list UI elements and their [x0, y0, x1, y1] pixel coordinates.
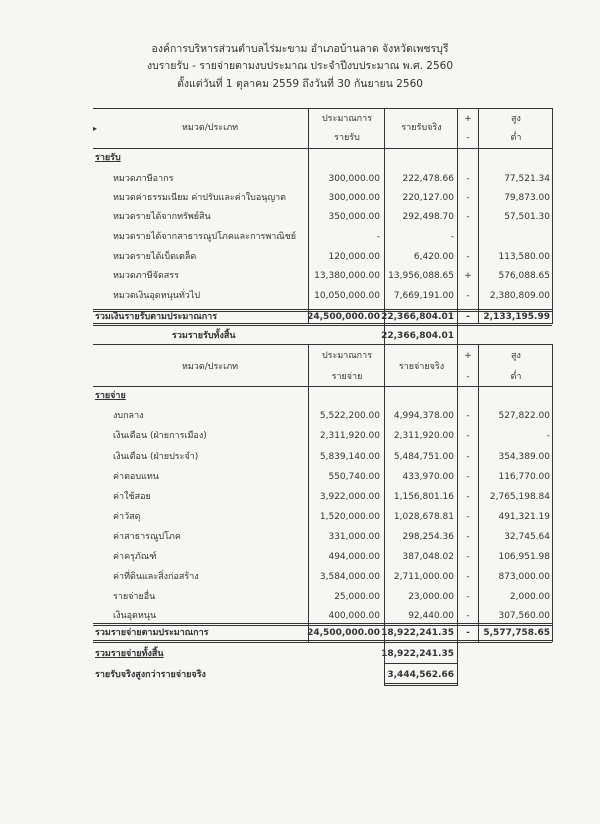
income-row-diff: 2,380,809.00 — [489, 291, 550, 301]
income-row-sign: - — [466, 212, 470, 222]
expense-grand-bottom-border — [384, 663, 457, 664]
income-total-actual: 22,366,804.01 — [381, 312, 454, 322]
expense-grand-actual: 18,922,241.35 — [381, 649, 454, 659]
expense-row-budget: 2,311,920.00 — [319, 431, 380, 441]
expense-total-sign: - — [466, 628, 470, 638]
expense-row-sign: - — [466, 431, 470, 441]
expense-header-minus: - — [466, 372, 470, 382]
income-grand-actual: 22,366,804.01 — [381, 331, 454, 341]
expense-row-name: ค่าวัสดุ — [113, 512, 141, 522]
income-header-bottom-border — [93, 148, 552, 149]
expense-row-name: เงินเดือน (ฝ่ายประจำ) — [113, 452, 199, 462]
expense-total-label: รวมรายจ่ายตามประมาณการ — [95, 628, 209, 638]
expense-row-sign: - — [466, 552, 470, 562]
expense-row-budget: 1,520,000.00 — [319, 512, 380, 522]
expense-row-actual: 1,028,678.81 — [393, 512, 454, 522]
income-header-high: สูง — [511, 114, 521, 124]
income-total-sign: - — [466, 312, 470, 322]
expense-total-top-border — [93, 623, 552, 626]
expense-row-actual: 23,000.00 — [408, 592, 454, 602]
expense-row-diff: 106,951.98 — [498, 552, 550, 562]
income-row-name: หมวดภาษีอากร — [113, 174, 174, 184]
expense-row-diff: 873,000.00 — [498, 572, 550, 582]
expense-row-name: ค่าที่ดินและสิ่งก่อสร้าง — [113, 572, 199, 582]
income-header-category: หมวด/ประเภท — [181, 123, 239, 133]
expense-row-sign: - — [466, 532, 470, 542]
income-row-actual: 13,956,088.65 — [388, 271, 454, 281]
expense-row-sign: - — [466, 452, 470, 462]
expense-row-actual: 2,311,920.00 — [393, 431, 454, 441]
expense-total-budget: 24,500,000.00 — [307, 628, 380, 638]
expense-row-name: เงินอุดหนุน — [113, 611, 157, 621]
income-row-budget: 120,000.00 — [328, 252, 380, 262]
income-row-budget: 300,000.00 — [328, 193, 380, 203]
expense-row-sign: - — [466, 492, 470, 502]
income-row-diff: 77,521.34 — [504, 174, 550, 184]
expense-row-diff: 32,745.64 — [504, 532, 550, 542]
income-row-name: หมวดค่าธรรมเนียม ค่าปรับและค่าใบอนุญาต — [113, 193, 287, 203]
expense-row-actual: 298,254.36 — [402, 532, 454, 542]
expense-row-budget: 3,584,000.00 — [319, 572, 380, 582]
expense-row-budget: 5,522,200.00 — [319, 411, 380, 421]
expense-row-budget: 5,839,140.00 — [319, 452, 380, 462]
expense-row-sign: - — [466, 411, 470, 421]
surplus-value: 3,444,562.66 — [387, 670, 454, 680]
expense-row-diff: 527,822.00 — [498, 411, 550, 421]
expense-row-sign: - — [466, 472, 470, 482]
income-row-sign: - — [466, 174, 470, 184]
expense-row-actual: 92,440.00 — [408, 611, 454, 621]
income-row-actual: - — [450, 232, 454, 242]
income-row-budget: 10,050,000.00 — [314, 291, 380, 301]
income-header-low: ต่ำ — [510, 133, 522, 143]
expense-row-sign: - — [466, 512, 470, 522]
expense-row-name: ค่าตอบแทน — [113, 472, 159, 482]
expense-total-bottom-border — [93, 640, 552, 643]
expense-row-diff: 354,389.00 — [498, 452, 550, 462]
income-table-top-border — [93, 108, 552, 109]
expense-row-budget: 494,000.00 — [328, 552, 380, 562]
income-row-sign: - — [466, 252, 470, 262]
expense-row-actual: 4,994,378.00 — [393, 411, 454, 421]
income-row-diff: 79,873.00 — [504, 193, 550, 203]
income-header-actual: รายรับจริง — [401, 123, 442, 133]
income-header-budget-sub: รายรับ — [334, 133, 360, 143]
surplus-bottom-border — [384, 683, 457, 686]
expense-row-budget: 400,000.00 — [328, 611, 380, 621]
expense-header-bottom-border — [93, 386, 552, 387]
income-row-budget: 13,380,000.00 — [314, 271, 380, 281]
tick-mark: ▸ — [93, 124, 98, 133]
expense-row-diff: 307,560.00 — [498, 611, 550, 621]
expense-row-diff: 2,765,198.84 — [489, 492, 550, 502]
income-total-label: รวมเงินรายรับตามประมาณการ — [95, 312, 218, 322]
expense-row-budget: 331,000.00 — [328, 532, 380, 542]
income-header-budget: ประมาณการ — [321, 114, 373, 124]
income-total-diff: 2,133,195.99 — [483, 312, 550, 322]
income-row-budget: 350,000.00 — [328, 212, 380, 222]
income-row-name: หมวดรายได้เบ็ดเตล็ด — [113, 252, 197, 262]
income-header-plus: + — [464, 114, 472, 124]
income-col-divider-2 — [384, 108, 385, 344]
expense-row-budget: 550,740.00 — [328, 472, 380, 482]
income-row-sign: + — [464, 271, 472, 281]
expense-table-top-border — [93, 344, 552, 345]
expense-header-plus: + — [464, 351, 472, 361]
income-row-actual: 220,127.00 — [402, 193, 454, 203]
income-col-divider-5 — [552, 108, 553, 324]
income-row-name: หมวดรายได้จากทรัพย์สิน — [113, 212, 211, 222]
report-title: งบรายรับ - รายจ่ายตามงบประมาณ ประจำปีงบประมาณ พ.ศ. 2560 — [146, 60, 454, 72]
expense-row-name: รายจ่ายอื่น — [113, 592, 156, 602]
expense-row-actual: 433,970.00 — [402, 472, 454, 482]
expense-total-diff: 5,577,758.65 — [483, 628, 550, 638]
expense-row-name: ค่าใช้สอย — [113, 492, 151, 502]
income-row-sign: - — [466, 291, 470, 301]
income-row-name: หมวดภาษีจัดสรร — [113, 271, 179, 281]
income-row-actual: 7,669,191.00 — [393, 291, 454, 301]
expense-row-actual: 5,484,751.00 — [393, 452, 454, 462]
expense-row-name: เงินเดือน (ฝ่ายการเมือง) — [113, 431, 207, 441]
surplus-label: รายรับจริงสูงกว่ารายจ่ายจริง — [95, 670, 206, 680]
income-row-actual: 292,498.70 — [402, 212, 454, 222]
expense-row-sign: - — [466, 572, 470, 582]
income-row-actual: 6,420.00 — [413, 252, 454, 262]
income-row-sign: - — [466, 193, 470, 203]
expense-grand-label: รวมรายจ่ายทั้งสิ้น — [95, 649, 164, 659]
income-total-bottom-border — [93, 323, 552, 326]
income-grand-label: รวมรายรับทั้งสิ้น — [172, 331, 236, 341]
income-row-name: หมวดเงินอุดหนุนทั่วไป — [113, 291, 201, 301]
expense-header-actual: รายจ่ายจริง — [398, 362, 445, 372]
expense-header-high: สูง — [511, 351, 521, 361]
expense-header-budget-sub: รายจ่าย — [331, 372, 363, 382]
expense-row-name: งบกลาง — [113, 411, 144, 421]
expense-row-sign: - — [466, 611, 470, 621]
expense-col-divider-5 — [552, 344, 553, 642]
org-title: องค์การบริหารส่วนตำบลไร่มะขาม อำเภอบ้านลาด จังหวัดเพชรบุรี — [151, 43, 449, 55]
income-row-diff: 576,088.65 — [498, 271, 550, 281]
expense-header-budget: ประมาณการ — [321, 351, 373, 361]
expense-row-sign: - — [466, 592, 470, 602]
income-header-minus: - — [466, 133, 470, 143]
expense-row-actual: 387,048.02 — [402, 552, 454, 562]
expense-row-budget: 3,922,000.00 — [319, 492, 380, 502]
expense-row-diff: 491,321.19 — [498, 512, 550, 522]
expense-header-low: ต่ำ — [510, 372, 522, 382]
income-total-budget: 24,500,000.00 — [307, 312, 380, 322]
expense-row-actual: 1,156,801.16 — [393, 492, 454, 502]
expense-row-diff: - — [546, 431, 550, 441]
expense-row-actual: 2,711,000.00 — [393, 572, 454, 582]
income-row-actual: 222,478.66 — [402, 174, 454, 184]
expense-row-diff: 116,770.00 — [498, 472, 550, 482]
report-period: ตั้งแต่วันที่ 1 ตุลาคม 2559 ถึงวันที่ 30 กันยายน 2560 — [177, 78, 423, 90]
expense-header-category: หมวด/ประเภท — [181, 362, 239, 372]
income-row-budget: - — [376, 232, 380, 242]
income-section-label: รายรับ — [95, 153, 121, 163]
income-row-name: หมวดรายได้จากสาธารณูปโภคและการพาณิชย์ — [113, 232, 297, 242]
expense-row-budget: 25,000.00 — [334, 592, 380, 602]
income-row-budget: 300,000.00 — [328, 174, 380, 184]
expense-row-name: ค่าสาธารณูปโภค — [113, 532, 181, 542]
expense-total-actual: 18,922,241.35 — [381, 628, 454, 638]
income-row-diff: 113,580.00 — [498, 252, 550, 262]
expense-section-label: รายจ่าย — [95, 391, 126, 401]
expense-row-diff: 2,000.00 — [509, 592, 550, 602]
income-row-diff: 57,501.30 — [504, 212, 550, 222]
expense-row-name: ค่าครุภัณฑ์ — [113, 552, 157, 562]
